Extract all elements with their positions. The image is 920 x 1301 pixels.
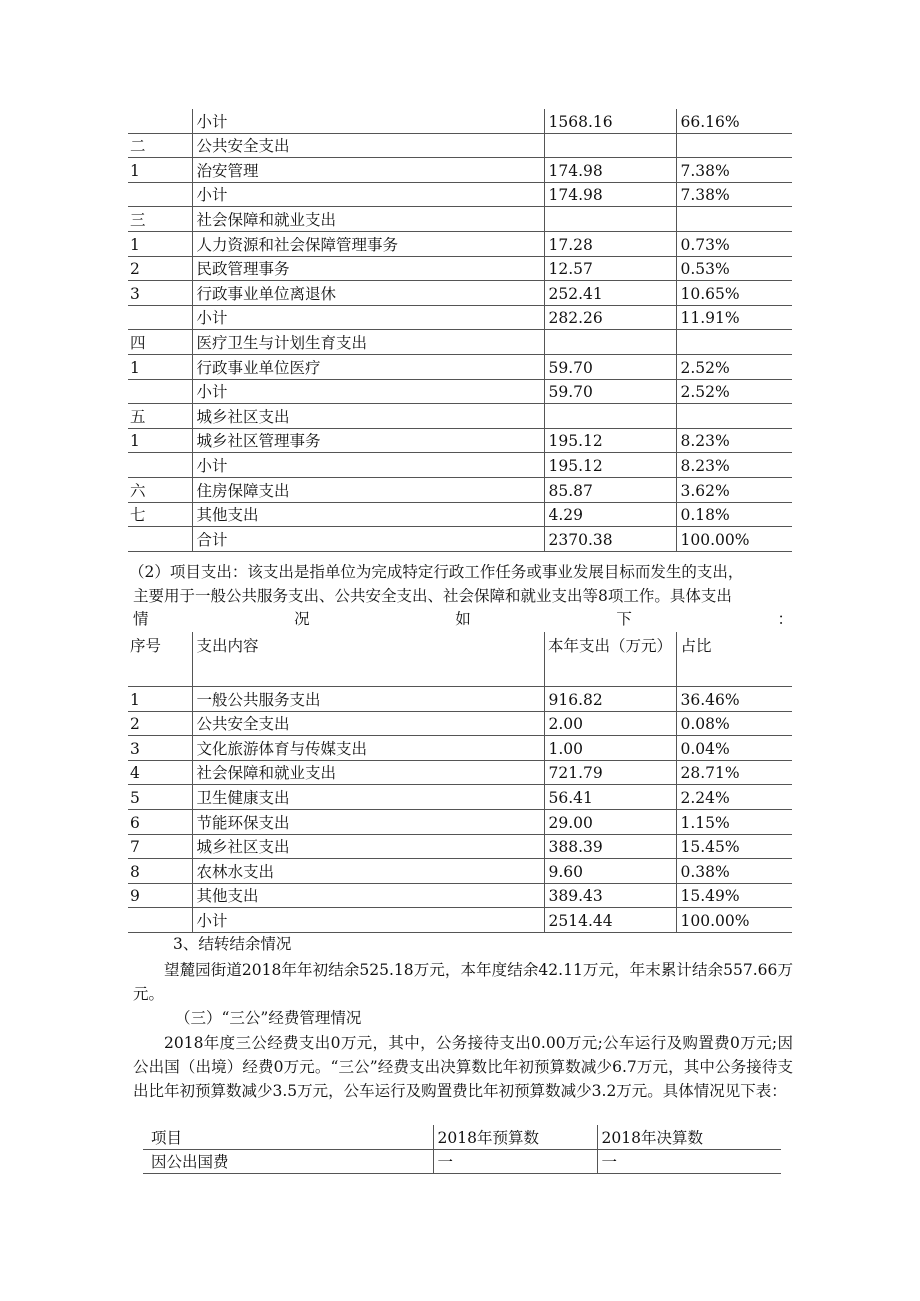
- table-cell: [128, 453, 192, 478]
- table-cell: 9: [128, 883, 192, 908]
- table-cell: 卫生健康支出: [192, 785, 544, 810]
- table-cell: 2514.44: [544, 908, 676, 933]
- table-cell: [544, 330, 676, 355]
- table-cell: 城乡社区支出: [192, 404, 544, 429]
- table-cell: 2: [128, 711, 192, 736]
- table-cell: [544, 404, 676, 429]
- table-cell: 七: [128, 502, 192, 527]
- table-cell: 59.70: [544, 379, 676, 404]
- line3-part: 情: [133, 610, 149, 628]
- table-row: [128, 760, 792, 785]
- table-cell: 3: [128, 736, 192, 761]
- table-row: [128, 330, 792, 355]
- table-cell: 五: [128, 404, 192, 429]
- table-cell: [128, 379, 192, 404]
- table-cell: 0.04%: [676, 736, 792, 761]
- table-cell: 15.45%: [676, 834, 792, 859]
- table-row: [128, 256, 792, 281]
- table-cell: 城乡社区支出: [192, 834, 544, 859]
- table-cell: 3: [128, 281, 192, 306]
- table-cell: 6: [128, 809, 192, 834]
- table-cell: 7: [128, 834, 192, 859]
- table-cell: 7.38%: [676, 182, 792, 207]
- table-row: [128, 736, 792, 761]
- table-row: [128, 502, 792, 527]
- basic-expenditure-table: [128, 109, 792, 552]
- table-cell: 合计: [192, 527, 544, 552]
- table-cell: 59.70: [544, 354, 676, 379]
- table-cell: 农林水支出: [192, 859, 544, 884]
- table-cell: 治安管理: [192, 158, 544, 183]
- table-cell: 174.98: [544, 182, 676, 207]
- table-cell: 17.28: [544, 231, 676, 256]
- table-row: [128, 453, 792, 478]
- table-cell: 1.00: [544, 736, 676, 761]
- table-cell: 85.87: [544, 477, 676, 502]
- table-cell: 4: [128, 760, 192, 785]
- project-text-line-1: （2）项目支出：该支出是指单位为完成特定行政工作任务或事业发展目标而发生的支出，: [129, 563, 744, 581]
- table-cell: 0.38%: [676, 859, 792, 884]
- header-cell: 2018年预算数: [433, 1125, 597, 1149]
- table-row: [128, 354, 792, 379]
- table-cell: 人力资源和社会保障管理事务: [192, 231, 544, 256]
- table-cell: 36.46%: [676, 687, 792, 712]
- table-cell: 29.00: [544, 809, 676, 834]
- table-cell: 其他支出: [192, 883, 544, 908]
- table-cell: 2.52%: [676, 354, 792, 379]
- table-cell: 2.24%: [676, 785, 792, 810]
- table-cell: 行政事业单位医疗: [192, 354, 544, 379]
- table-cell: 住房保障支出: [192, 477, 544, 502]
- table-cell: 195.12: [544, 453, 676, 478]
- project-text-line-3: [133, 608, 793, 630]
- table-cell: 因公出国费: [143, 1149, 433, 1174]
- table-cell: 小计: [192, 908, 544, 933]
- table-cell: 城乡社区管理事务: [192, 428, 544, 453]
- table-cell: 8.23%: [676, 453, 792, 478]
- table-row: [128, 908, 792, 933]
- project-expenditure-paragraph: [129, 560, 793, 630]
- project-expenditure-table: [128, 632, 792, 933]
- table-row: [128, 687, 792, 712]
- table-cell: 二: [128, 133, 192, 158]
- table-row: [128, 133, 792, 158]
- table-row: [128, 207, 792, 232]
- header-cell: 序号: [128, 632, 192, 687]
- section-3-title: 3、结转结余情况: [173, 935, 292, 953]
- table-cell: 公共安全支出: [192, 133, 544, 158]
- table-cell: 1: [128, 354, 192, 379]
- table-row: [128, 404, 792, 429]
- table-cell: 2370.38: [544, 527, 676, 552]
- table-cell: [676, 404, 792, 429]
- table-row: [128, 785, 792, 810]
- table-cell: 社会保障和就业支出: [192, 207, 544, 232]
- table-cell: 1: [128, 231, 192, 256]
- table-cell: 一: [597, 1149, 781, 1174]
- table-row: [128, 182, 792, 207]
- header-cell: 支出内容: [192, 632, 544, 687]
- sangong-text: 2018年度三公经费支出0万元，其中，公务接待支出0.00万元;公车运行及购置费0万元;因公出国（出境）经费0万元。“三公”经费支出决算数比年初预算数减少6.7万元，其中公务接待支出比年初预算数减少3.5万元，公车运行及购置费比年初预算数减少3.2万元。具体情况见下表：: [133, 1034, 793, 1100]
- sangong-table: [143, 1125, 781, 1174]
- table-cell: 0.73%: [676, 231, 792, 256]
- table-cell: 2.52%: [676, 379, 792, 404]
- table-cell: 252.41: [544, 281, 676, 306]
- section-3-text: 望麓园街道2018年年初结余525.18万元，本年度结余42.11万元，年末累计结余557.66万元。: [133, 961, 793, 1003]
- table-cell: 四: [128, 330, 192, 355]
- table-cell: [676, 207, 792, 232]
- table-cell: 1568.16: [544, 109, 676, 133]
- table-cell: 其他支出: [192, 502, 544, 527]
- table-cell: [128, 527, 192, 552]
- table-row: [128, 379, 792, 404]
- table-cell: 三: [128, 207, 192, 232]
- table-cell: 小计: [192, 109, 544, 133]
- sangong-title: （三）“三公”经费管理情况: [175, 1009, 362, 1027]
- line3-part: ：: [777, 610, 793, 628]
- table-cell: [128, 305, 192, 330]
- line3-part: 况: [294, 610, 310, 628]
- table-cell: 小计: [192, 453, 544, 478]
- table-cell: 282.26: [544, 305, 676, 330]
- table-cell: 15.49%: [676, 883, 792, 908]
- table-row: [128, 281, 792, 306]
- table-row: [128, 158, 792, 183]
- table-cell: 10.65%: [676, 281, 792, 306]
- table-cell: [676, 133, 792, 158]
- header-cell: 占比: [676, 632, 792, 687]
- table-row: [128, 859, 792, 884]
- table-cell: [544, 133, 676, 158]
- table-row: [128, 711, 792, 736]
- table-cell: 0.53%: [676, 256, 792, 281]
- table-row: [143, 1149, 781, 1174]
- table-cell: 医疗卫生与计划生育支出: [192, 330, 544, 355]
- table-cell: 8: [128, 859, 192, 884]
- table-cell: 1: [128, 687, 192, 712]
- table-cell: [676, 330, 792, 355]
- table-cell: 100.00%: [676, 908, 792, 933]
- table-cell: 4.29: [544, 502, 676, 527]
- table-cell: 28.71%: [676, 760, 792, 785]
- table-cell: 3.62%: [676, 477, 792, 502]
- table-cell: [128, 109, 192, 133]
- table-cell: [128, 182, 192, 207]
- table-cell: 7.38%: [676, 158, 792, 183]
- table-row: [128, 809, 792, 834]
- table-row: [128, 231, 792, 256]
- table-cell: 56.41: [544, 785, 676, 810]
- line3-part: 如: [455, 610, 471, 628]
- table-cell: 916.82: [544, 687, 676, 712]
- table-row: [128, 883, 792, 908]
- table-cell: 11.91%: [676, 305, 792, 330]
- line3-part: 下: [616, 610, 632, 628]
- table-cell: 388.39: [544, 834, 676, 859]
- table-cell: 节能环保支出: [192, 809, 544, 834]
- table-cell: 小计: [192, 379, 544, 404]
- header-cell: 本年支出（万元）: [544, 632, 676, 687]
- table-cell: 一: [433, 1149, 597, 1174]
- table-row: [128, 109, 792, 133]
- table-cell: 1.15%: [676, 809, 792, 834]
- header-cell: 项目: [143, 1125, 433, 1149]
- table-cell: 2.00: [544, 711, 676, 736]
- table-cell: [128, 908, 192, 933]
- table-cell: 一般公共服务支出: [192, 687, 544, 712]
- table-header-row: [128, 632, 792, 687]
- project-text-line-2: 主要用于一般公共服务支出、公共安全支出、社会保障和就业支出等8项工作。具体支出: [133, 587, 732, 605]
- table-cell: 文化旅游体育与传媒支出: [192, 736, 544, 761]
- table-cell: 100.00%: [676, 527, 792, 552]
- table-cell: 8.23%: [676, 428, 792, 453]
- table-cell: 5: [128, 785, 192, 810]
- table-cell: 12.57: [544, 256, 676, 281]
- table-cell: 1: [128, 428, 192, 453]
- table-row: [128, 834, 792, 859]
- table-cell: 行政事业单位离退休: [192, 281, 544, 306]
- table-cell: 389.43: [544, 883, 676, 908]
- table-cell: [544, 207, 676, 232]
- table-cell: 66.16%: [676, 109, 792, 133]
- table-cell: 1: [128, 158, 192, 183]
- table-cell: 民政管理事务: [192, 256, 544, 281]
- table-cell: 0.08%: [676, 711, 792, 736]
- table-cell: 0.18%: [676, 502, 792, 527]
- table-row: [128, 477, 792, 502]
- table-cell: 公共安全支出: [192, 711, 544, 736]
- table-cell: 社会保障和就业支出: [192, 760, 544, 785]
- table-row: [128, 305, 792, 330]
- table-row: [128, 527, 792, 552]
- table-cell: 9.60: [544, 859, 676, 884]
- table-cell: 小计: [192, 305, 544, 330]
- table-header-row: [143, 1125, 781, 1149]
- table-cell: 174.98: [544, 158, 676, 183]
- table-cell: 195.12: [544, 428, 676, 453]
- table-cell: 2: [128, 256, 192, 281]
- table-cell: 721.79: [544, 760, 676, 785]
- table-row: [128, 428, 792, 453]
- table-cell: 小计: [192, 182, 544, 207]
- header-cell: 2018年决算数: [597, 1125, 781, 1149]
- table-cell: 六: [128, 477, 192, 502]
